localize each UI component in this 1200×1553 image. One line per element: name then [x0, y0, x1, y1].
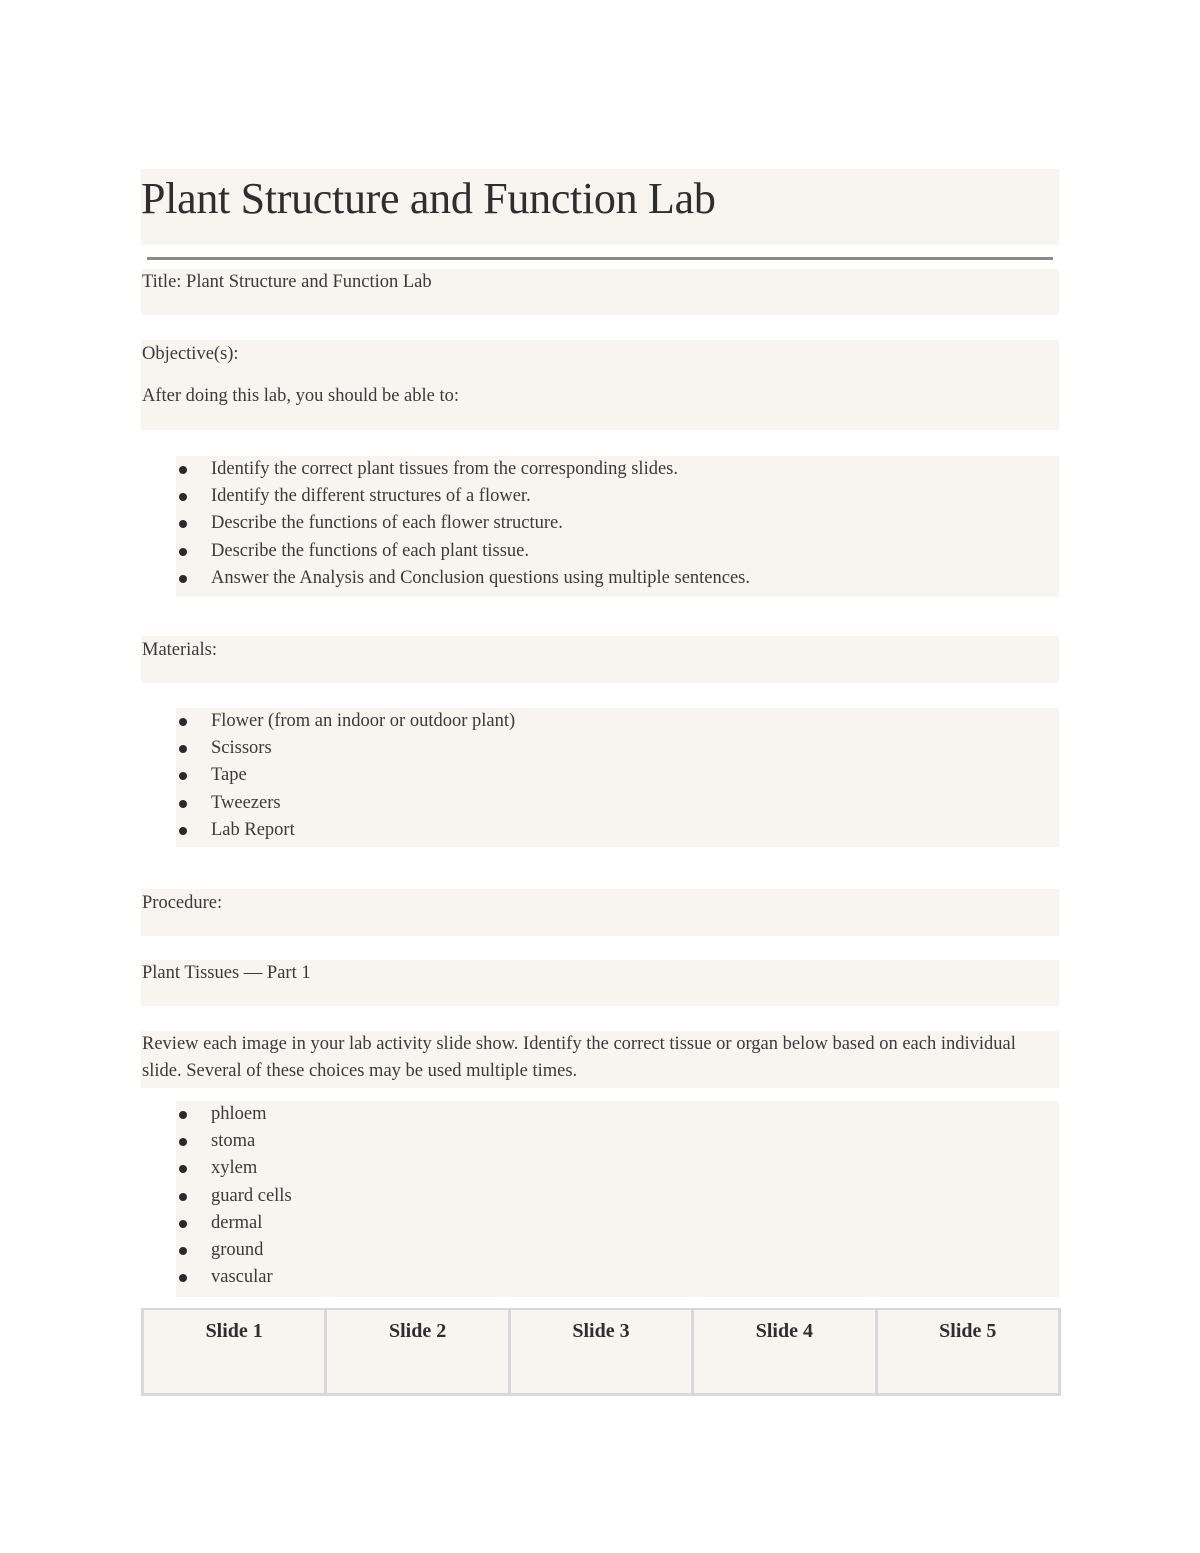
slide-3-cell[interactable]: Slide 3 [509, 1309, 692, 1395]
procedure-heading: Procedure: [142, 893, 223, 913]
bullet-icon [179, 827, 187, 835]
horizontal-rule [147, 257, 1053, 260]
list-item: Answer the Analysis and Conclusion questions using multiple sentences. [176, 565, 750, 592]
list-item: vascular [176, 1264, 292, 1291]
list-item: phloem [176, 1101, 292, 1128]
list-item: xylem [176, 1155, 292, 1182]
list-item: Tape [176, 762, 515, 789]
list-item: Flower (from an indoor or outdoor plant) [176, 708, 515, 735]
choices-list [176, 1101, 292, 1291]
slide-4-cell[interactable]: Slide 4 [693, 1309, 876, 1395]
list-item: stoma [176, 1128, 292, 1155]
title-line: Title: Plant Structure and Function Lab [142, 272, 432, 292]
objectives-intro: After doing this lab, you should be able to: [142, 386, 460, 406]
materials-list-block [176, 708, 1059, 847]
list-item: Tweezers [176, 790, 515, 817]
bullet-icon [179, 466, 187, 474]
part-heading: Plant Tissues — Part 1 [142, 963, 311, 983]
bullet-icon [179, 1193, 187, 1201]
list-item: Identify the correct plant tissues from the corresponding slides. [176, 456, 750, 483]
materials-heading: Materials: [142, 640, 218, 660]
bullet-icon [179, 1247, 187, 1255]
bullet-icon [179, 1111, 187, 1119]
list-item: Describe the functions of each plant tissue. [176, 538, 750, 565]
bullet-icon [179, 1274, 187, 1282]
choices-list-block [176, 1101, 1059, 1297]
title-line-block [141, 269, 1059, 315]
list-item: ground [176, 1237, 292, 1264]
slide-5-cell[interactable]: Slide 5 [876, 1309, 1059, 1395]
bullet-icon [179, 1220, 187, 1228]
document-title-block [141, 169, 1059, 245]
slide-2-cell[interactable]: Slide 2 [326, 1309, 509, 1395]
bullet-icon [179, 1138, 187, 1146]
objectives-list-block [176, 456, 1059, 597]
bullet-icon [179, 520, 187, 528]
list-item: Scissors [176, 735, 515, 762]
list-item: guard cells [176, 1183, 292, 1210]
bullet-icon [179, 575, 187, 583]
bullet-icon [179, 493, 187, 501]
objectives-heading: Objective(s): [142, 344, 239, 364]
list-item: Describe the functions of each flower structure. [176, 510, 750, 537]
slide-1-cell[interactable]: Slide 1 [205, 1320, 263, 1342]
part-heading-block [141, 960, 1059, 1006]
bullet-icon [179, 1165, 187, 1173]
table-row [143, 1309, 1060, 1395]
bullet-icon [179, 772, 187, 780]
bullet-icon [179, 718, 187, 726]
list-item: Identify the different structures of a flower. [176, 483, 750, 510]
bullet-icon [179, 745, 187, 753]
materials-list [176, 708, 515, 844]
objectives-list [176, 456, 750, 592]
document-title: Plant Structure and Function Lab [141, 174, 716, 223]
instructions-block [141, 1031, 1059, 1088]
instructions-paragraph: Review each image in your lab activity slide show. Identify the correct tissue or organ below based on each individual slide. Several of these choices may be used multiple times. [142, 1034, 1016, 1081]
bullet-icon [179, 548, 187, 556]
list-item: Lab Report [176, 817, 515, 844]
objectives-block [141, 340, 1059, 430]
list-item: dermal [176, 1210, 292, 1237]
bullet-icon [179, 800, 187, 808]
materials-heading-block [141, 636, 1059, 683]
procedure-heading-block [141, 889, 1059, 936]
slide-answer-table [141, 1308, 1061, 1396]
